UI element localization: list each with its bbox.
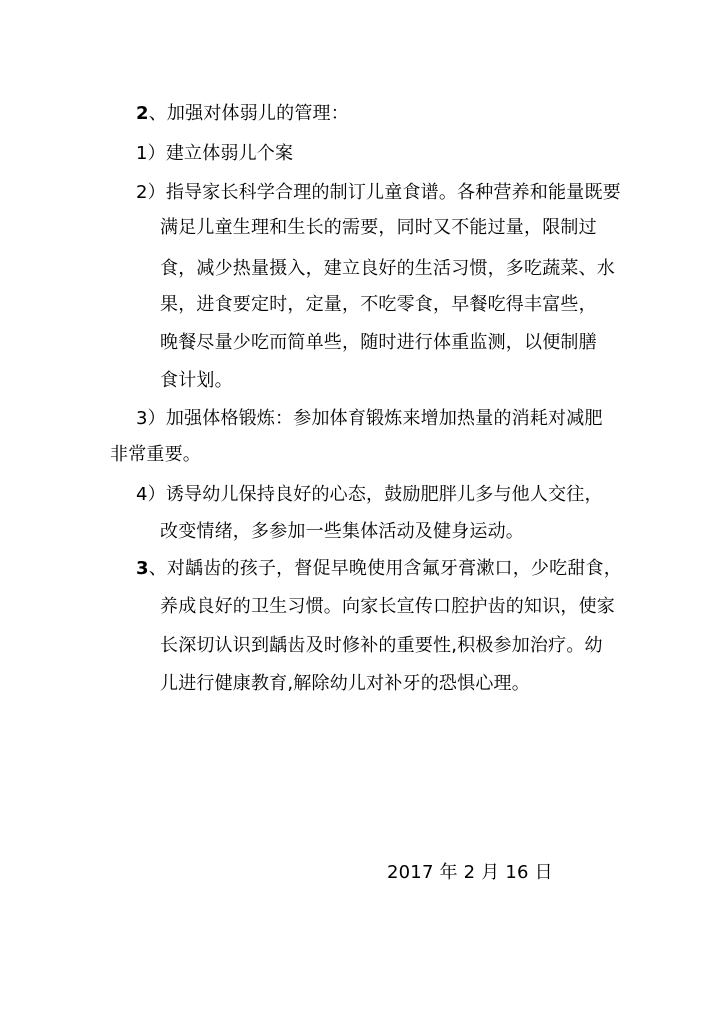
list-item-4-line-2: 改变情绪，多参加一些集体活动及健身运动。 [160,521,524,542]
list-item-2-line-3: 食，减少热量摄入，建立良好的生活习惯，多吃蔬菜、水 [160,258,615,279]
section-number: 3 [136,558,149,579]
list-item-4-line-1: 4）诱导幼儿保持良好的心态，鼓励肥胖儿多与他人交往， [136,484,603,505]
section-number: 2 [136,103,149,124]
list-item-1: 1）建立体弱儿个案 [136,143,294,164]
list-item-2-line-1: 2）指导家长科学合理的制订儿童食谱。各种营养和能量既要 [136,182,621,203]
document-date: 2017 年 2 月 16 日 [387,862,553,883]
list-item-3-line-1: 3）加强体格锻炼：参加体育锻炼来增加热量的消耗对减肥 [136,408,603,429]
list-item-2-line-5: 晚餐尽量少吃而简单些，随时进行体重监测，以便制膳 [160,332,597,353]
section-3-line-1 [136,557,622,581]
section-3-first-line-text: 、对龋齿的孩子，督促早晚使用含氟牙膏漱口，少吃甜食， [148,558,622,579]
section-3-line-3: 长深切认识到龋齿及时修补的重要性,积极参加治疗。幼 [160,635,603,656]
list-item-3-line-2: 非常重要。 [110,444,201,465]
list-item-2-line-2: 满足儿童生理和生长的需要，同时又不能过量，限制过 [160,217,597,238]
list-item-2-line-4: 果，进食要定时，定量，不吃零食，早餐吃得丰富些， [160,294,597,315]
list-item-2-line-6: 食计划。 [160,370,233,391]
section-3-line-2: 养成良好的卫生习惯。向家长宣传口腔护齿的知识，使家 [160,596,615,617]
section-heading-text: 、加强对体弱儿的管理： [148,103,349,124]
section-2-heading [136,102,349,126]
section-3-line-4: 儿进行健康教育,解除幼儿对补牙的恐惧心理。 [160,673,530,694]
